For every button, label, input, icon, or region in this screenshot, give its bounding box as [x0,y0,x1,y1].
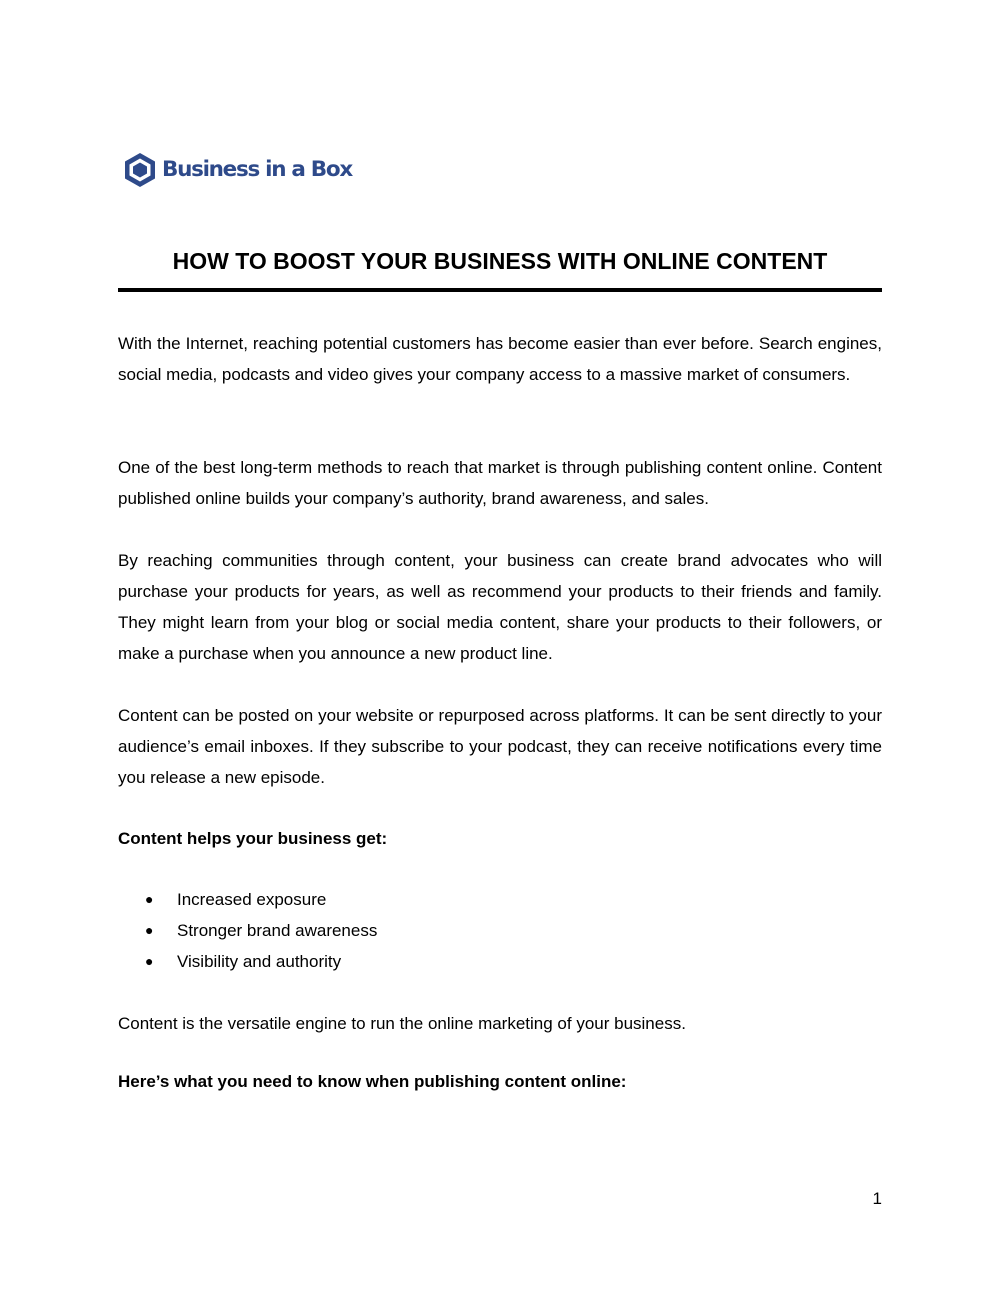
page-number: 1 [872,1189,882,1208]
company-logo [123,152,352,188]
bullet-icon: ● [145,922,154,938]
bullet-icon: ● [145,953,154,969]
list-item-label: Stronger brand awareness [177,921,378,940]
list-item [118,884,882,915]
list-item [118,946,882,977]
paragraph-methods: One of the best long-term methods to reach that market is through publishing content online. Content published online builds your company’s authority, brand awareness, and sales. [118,458,882,508]
list-item-label: Increased exposure [177,890,327,909]
list-item-label: Visibility and authority [177,952,342,971]
next-section-heading: Here’s what you need to know when publishing content online: [118,1072,627,1091]
hexagon-logo-icon [123,152,157,188]
paragraph-closing: Content is the versatile engine to run the online marketing of your business. [118,1014,686,1033]
benefits-list [118,884,882,977]
title-divider [118,288,882,292]
list-item [118,915,882,946]
benefits-heading: Content helps your business get: [118,829,388,848]
logo-wordmark: Business in a Box [162,157,352,182]
paragraph-communities: By reaching communities through content, your business can create brand advocates who will purchase your products for years, as well as recommend your products to their friends and family. They might learn from your blog or social media content, share your products to their followers, or make a purchase when you announce a new product line. [118,551,882,663]
paragraph-platforms: Content can be posted on your website or repurposed across platforms. It can be sent directly to your audience’s email inboxes. If they subscribe to your podcast, they can receive notifications every time you release a new episode. [118,706,882,787]
document-title: HOW TO BOOST YOUR BUSINESS WITH ONLINE CONTENT [172,248,828,274]
bullet-icon: ● [145,891,154,907]
paragraph-intro: With the Internet, reaching potential customers has become easier than ever before. Search engines, social media, podcasts and video gives your company access to a massive market of consumers. [118,334,882,384]
